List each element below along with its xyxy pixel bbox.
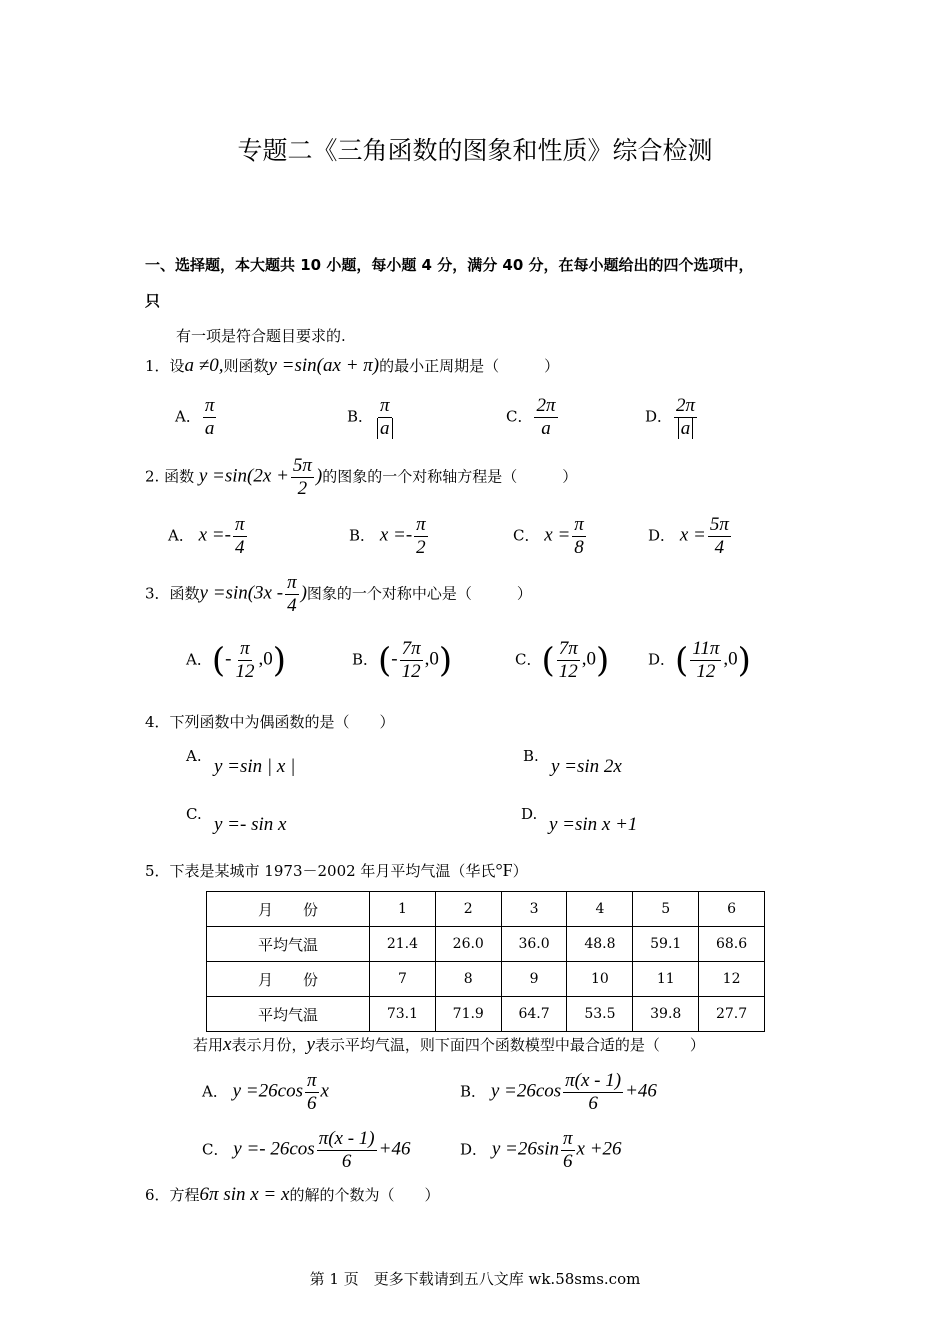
table-cell: 3 [501, 892, 567, 927]
table-cell: 39.8 [633, 997, 699, 1032]
q4-option-d[interactable]: y =sin x +1 [549, 814, 638, 835]
table-row [207, 962, 765, 997]
table-cell: 64.7 [501, 997, 567, 1032]
section-heading-line1: 一、选择题，本大题共 10 小题，每小题 4 分，满分 40 分，在每小题给出的四个选项中， [145, 256, 754, 274]
table-cell: 71.9 [435, 997, 501, 1032]
q1-option-b[interactable]: B． $\frac{\pi}{a}$ [347, 395, 397, 440]
q4-option-d-label: D. [521, 805, 538, 823]
temperature-table [206, 891, 765, 1032]
table-cell: 36.0 [501, 927, 567, 962]
q4-option-b-label: B. [523, 747, 539, 765]
q3-option-b[interactable]: B．(- $\frac{7\pi}{12}$ ,0) [352, 638, 453, 682]
q4-option-c[interactable]: y =- sin x [214, 814, 287, 835]
q3-option-c[interactable]: C．( $\frac{7\pi}{12}$ ,0) [515, 638, 610, 682]
table-header-cell: 月 份 [207, 962, 370, 997]
section-heading-line2: 只 [145, 292, 161, 310]
page-title: 专题二《三角函数的图象和性质》综合检测 [237, 136, 713, 165]
q2-option-b[interactable]: B． x =- $\frac{\pi}{2}$ [349, 514, 426, 558]
table-cell: 12 [699, 962, 765, 997]
table-cell: 11 [633, 962, 699, 997]
q4-option-b[interactable]: y =sin 2x [551, 756, 622, 777]
table-cell: 6 [699, 892, 765, 927]
q2-option-c[interactable]: C． x = $\frac{\pi}{8}$ [513, 514, 584, 558]
table-cell: 8 [435, 962, 501, 997]
table-cell: 9 [501, 962, 567, 997]
q5-option-a[interactable]: A． y =26cos $\frac{\pi}{6}$ x [202, 1070, 329, 1114]
table-cell: 7 [370, 962, 436, 997]
table-row [207, 892, 765, 927]
q5-option-d[interactable]: D． y =26sin $\frac{\pi}{6}$ x +26 [460, 1128, 622, 1172]
table-cell: 1 [370, 892, 436, 927]
q1-option-d[interactable]: D． $\frac{2\pi}{a}$ [645, 395, 696, 439]
page-footer: 第 1 页 更多下载请到五八文库 wk.58sms.com [309, 1270, 641, 1288]
table-cell: 27.7 [699, 997, 765, 1032]
q2-option-a[interactable]: A． x =- $\frac{\pi}{4}$ [168, 514, 245, 558]
table-cell: 59.1 [633, 927, 699, 962]
question-3: 3．函数y =sin(3x - $\frac{\pi}{4}$ )图象的一个对称中心是（ ） [145, 572, 532, 616]
table-cell: 5 [633, 892, 699, 927]
q5-option-c[interactable]: C． y =- 26cos $\frac{\pi(x - 1)}{6}$ +46 [202, 1128, 411, 1172]
question-2: 2. 函数 y =sin(2x + $\frac{5\pi}{2}$ )的图象的一个对称轴方程是（ ） [145, 455, 578, 499]
table-cell: 26.0 [435, 927, 501, 962]
question-1: 1．设a ≠0,则函数y =sin(ax + π)的最小正周期是（ ） [145, 355, 560, 376]
q4-option-c-label: C. [186, 805, 202, 823]
question-5: 5．下表是某城市 1973－2002 年月平均气温（华氏°F） [145, 860, 528, 880]
table-cell: 73.1 [370, 997, 436, 1032]
question-6: 6．方程6π sin x = x的解的个数为（ ） [145, 1184, 440, 1205]
table-row [207, 927, 765, 962]
q4-option-a-label: A. [186, 747, 202, 765]
q2-option-d[interactable]: D． x = $\frac{5\pi}{4}$ [648, 514, 729, 558]
table-cell: 4 [567, 892, 633, 927]
table-header-cell: 月 份 [207, 892, 370, 927]
table-cell: 48.8 [567, 927, 633, 962]
table-cell: 2 [435, 892, 501, 927]
table-header-cell: 平均气温 [207, 927, 370, 962]
q3-option-a[interactable]: A．(- $\frac{\pi}{12}$ ,0) [186, 638, 286, 682]
q1-option-c[interactable]: C． $\frac{2\pi}{a}$ [506, 395, 556, 439]
table-cell: 10 [567, 962, 633, 997]
table-cell: 21.4 [370, 927, 436, 962]
table-cell: 68.6 [699, 927, 765, 962]
question-5-prompt: 若用x表示月份，y表示平均气温，则下面四个函数模型中最合适的是（ ） [193, 1034, 705, 1055]
table-row [207, 997, 765, 1032]
q1-option-a[interactable]: A． $\frac{\pi}{a}$ [175, 395, 215, 439]
q3-option-d[interactable]: D．( $\frac{11\pi}{12}$ ,0) [648, 638, 751, 682]
table-header-cell: 平均气温 [207, 997, 370, 1032]
q5-option-b[interactable]: B． y =26cos $\frac{\pi(x - 1)}{6}$ +46 [460, 1070, 657, 1114]
table-cell: 53.5 [567, 997, 633, 1032]
section-heading-line3: 有一项是符合题目要求的. [176, 327, 346, 345]
question-4: 4．下列函数中为偶函数的是（ ） [145, 713, 395, 731]
q4-option-a[interactable]: y =sin | x | [214, 756, 296, 777]
